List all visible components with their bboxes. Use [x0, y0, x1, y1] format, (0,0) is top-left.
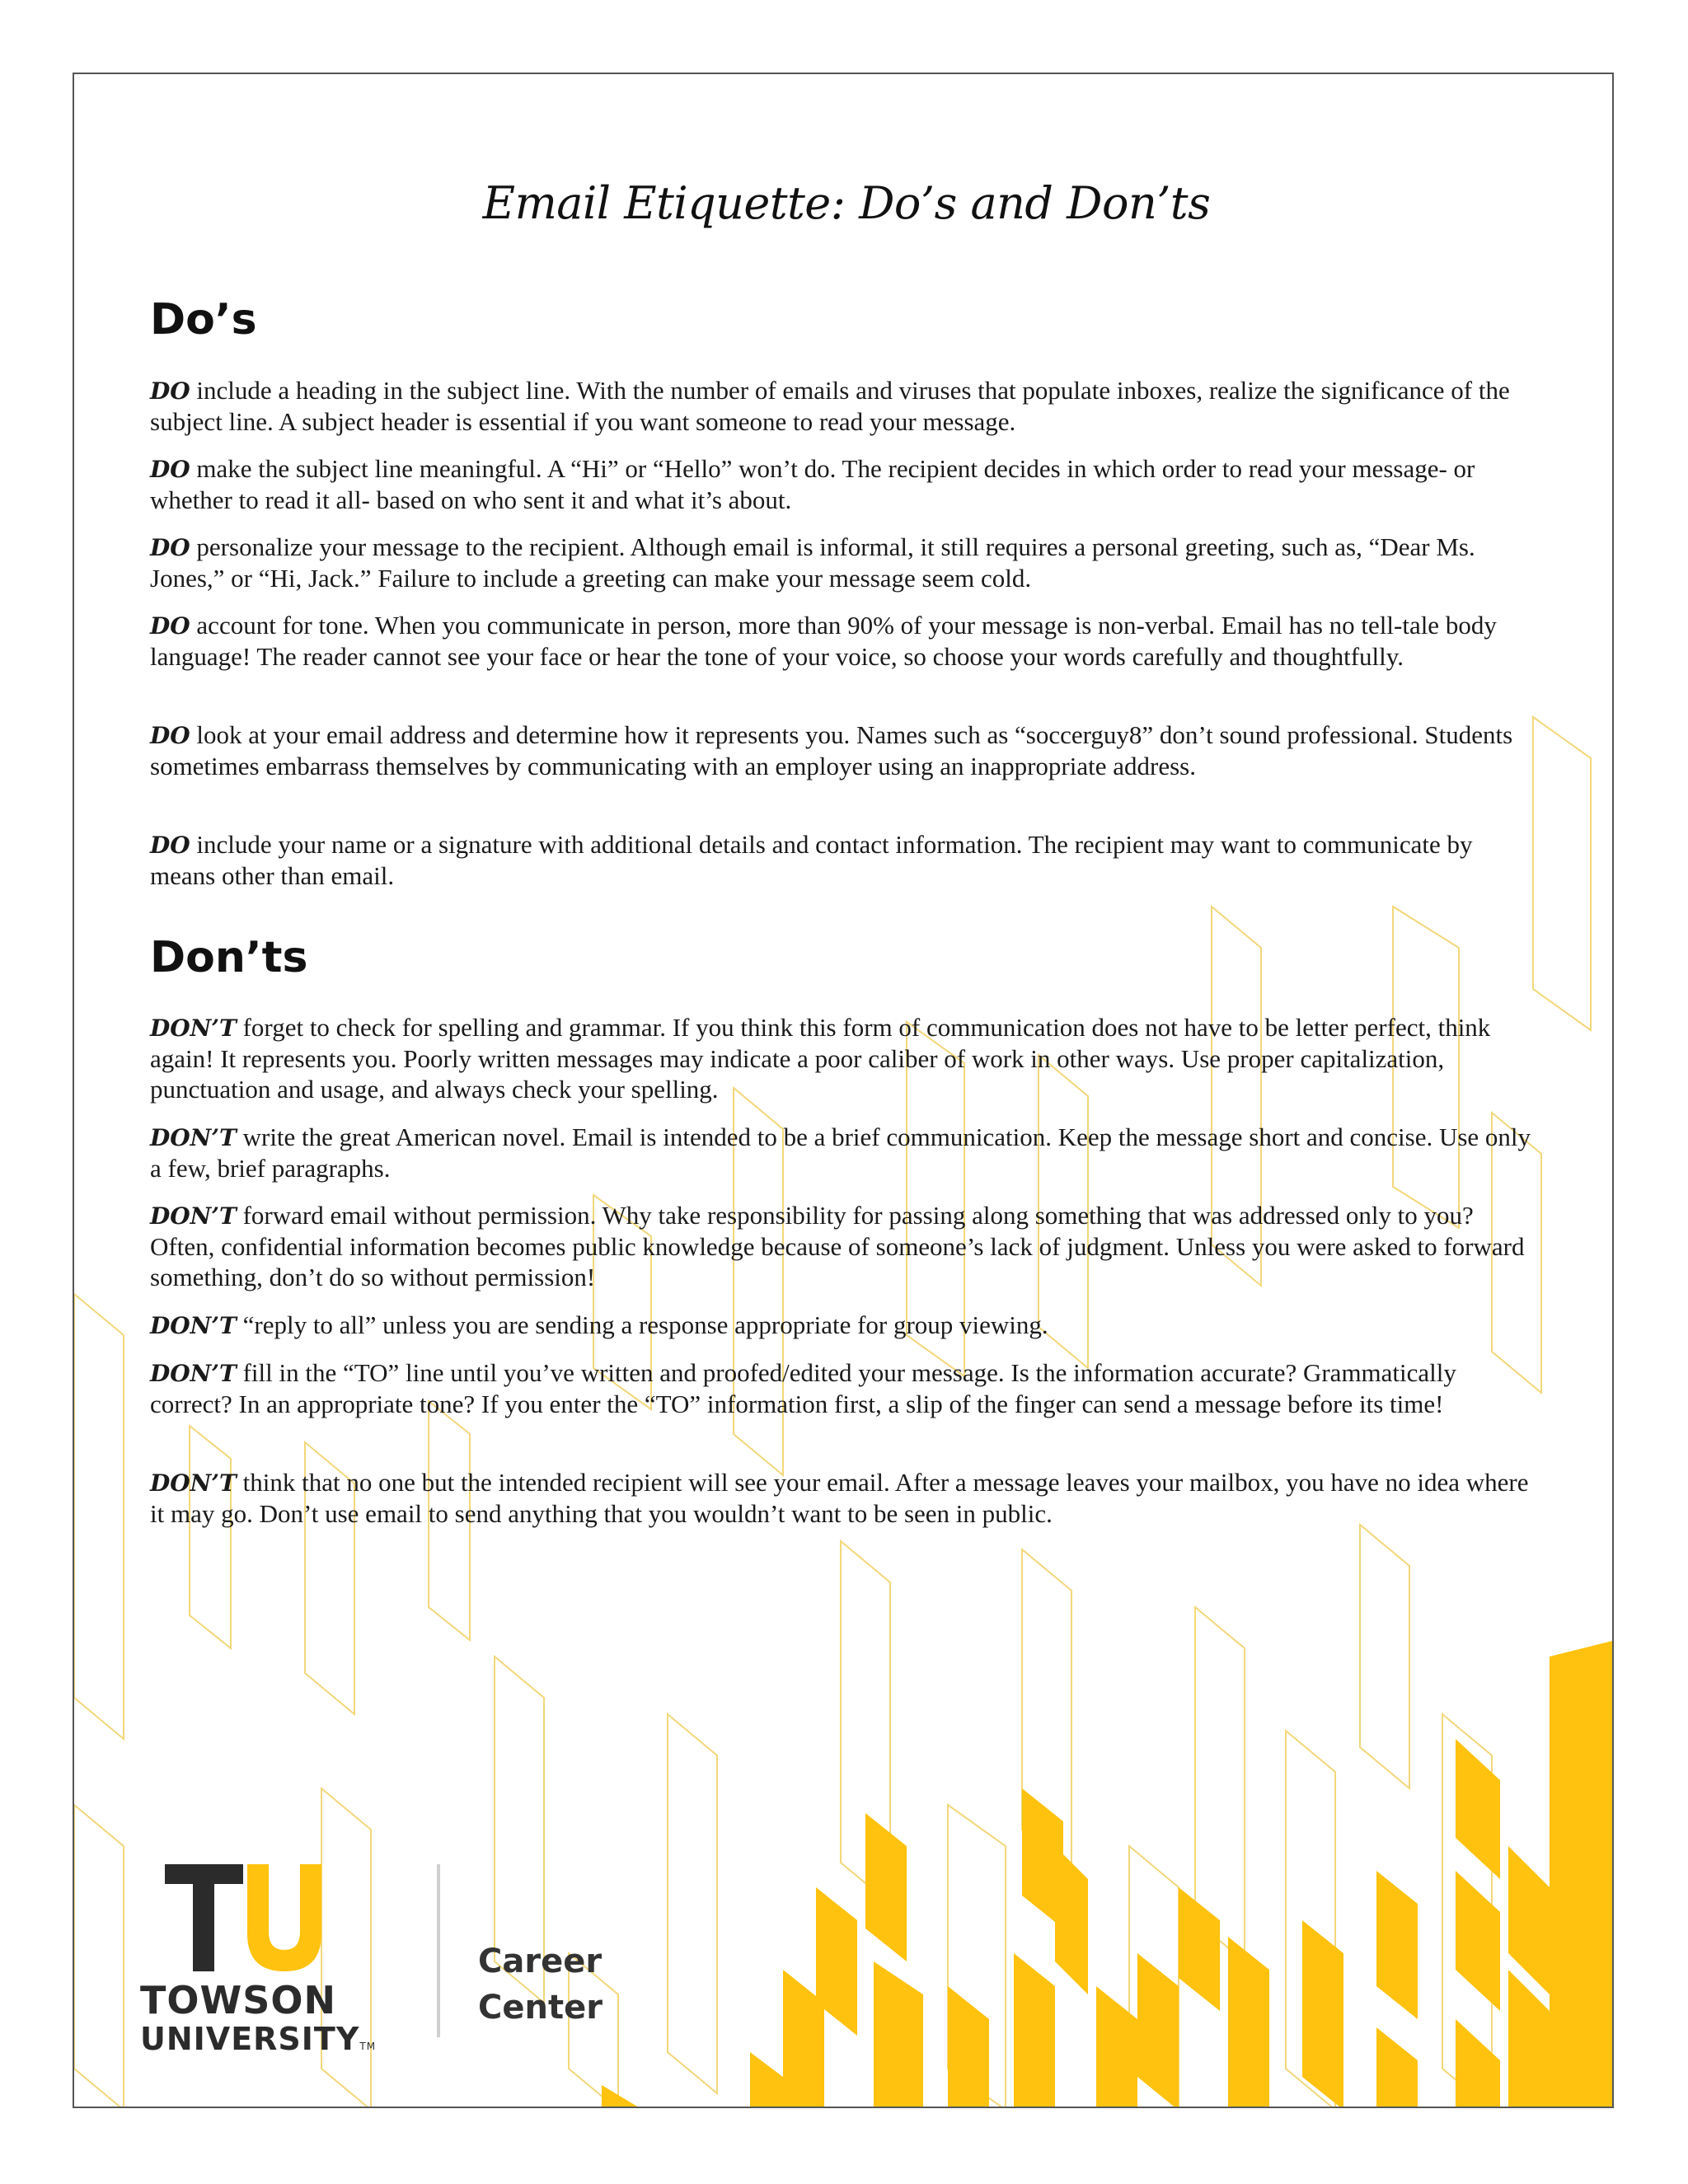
trademark-symbol: TM: [359, 2041, 377, 2052]
item-text: forward email without permission. Why take responsibility for passing along something that was addressed only to you? Often, confidential information becomes public knowledge because of someone’s lack of judgment. Unless you were asked to forward something, don’t do so without permission!: [150, 1201, 1525, 1291]
item-keyword: DON’T: [150, 1312, 237, 1339]
list-item: [150, 532, 1543, 593]
list-item: [150, 375, 1543, 437]
donts-heading: Don’ts: [150, 933, 308, 982]
item-text: make the subject line meaningful. A “Hi” or “Hello” won’t do. The recipient decides in which order to read your message- or whether to read it all- based on who sent it and what it’s about.: [150, 454, 1475, 514]
item-keyword: DO: [150, 722, 190, 749]
item-keyword: DO: [150, 612, 190, 640]
towson-logo: [140, 1864, 602, 2062]
item-keyword: DON’T: [150, 1124, 237, 1151]
list-item: [150, 1200, 1543, 1292]
logo-department: [478, 1938, 603, 2031]
item-keyword: DO: [150, 377, 190, 405]
logo-dept-line1: Career: [478, 1943, 603, 1980]
page-frame: [73, 73, 1614, 2108]
list-item: [150, 1310, 1543, 1341]
logo-dept-line2: Center: [478, 1989, 603, 2027]
item-keyword: DON’T: [150, 1469, 237, 1497]
dos-heading: Do’s: [150, 295, 257, 344]
item-keyword: DON’T: [150, 1015, 237, 1042]
item-keyword: DON’T: [150, 1202, 237, 1230]
item-text: account for tone. When you communicate in person, more than 90% of your message is non-verbal. Email has no tell-tale body language! The reader cannot see your face or hear the tone of your voice, so choose your words carefully and thoughtfully.: [150, 611, 1497, 671]
item-text: include a heading in the subject line. With the number of emails and viruses that populate inboxes, realize the significance of the subject line. A subject header is essential if you want someone to read your message.: [150, 376, 1510, 436]
item-keyword: DON’T: [150, 1360, 237, 1387]
item-text: think that no one but the intended recipient will see your email. After a message leaves your mailbox, you have no idea where it may go. Don’t use email to send anything that you wouldn’t want to be seen in public.: [150, 1468, 1529, 1528]
logo-university-word: UNIVERSITY: [140, 2021, 360, 2057]
item-text: write the great American novel. Email is intended to be a brief communication. Keep the message short and concise. Use only a few, brief paragraphs.: [150, 1122, 1531, 1183]
tu-logo-mark-icon: [165, 1864, 321, 1971]
logo-university-text: [140, 2021, 376, 2057]
logo-towson-text: TOWSON: [140, 1978, 336, 2022]
item-keyword: DO: [150, 832, 190, 859]
list-item: [150, 1357, 1543, 1419]
item-keyword: DO: [150, 534, 190, 561]
item-text: forget to check for spelling and grammar. If you think this form of communication does not have to be letter perfect, think again! It represents you. Poorly written messages may indicate a poor caliber of work in other ways. Use proper capitalization, punctuation and usage, and always check your spelling.: [150, 1013, 1491, 1104]
list-item: [150, 610, 1543, 672]
document-title: Email Etiquette: Do’s and Don’ts: [482, 177, 1211, 229]
list-item: [150, 829, 1543, 891]
item-text: include your name or a signature with additional details and contact information. The recipient may want to communicate by means other than email.: [150, 830, 1473, 890]
list-item: [150, 453, 1543, 515]
list-item: [150, 1122, 1543, 1183]
item-text: fill in the “TO” line until you’ve written and proofed/edited your message. Is the information accurate? Grammatically correct? In an appropriate tone? If you enter the “TO” information first, a slip of the finger can send a message before its time!: [150, 1358, 1456, 1418]
list-item: [150, 1467, 1543, 1529]
item-keyword: DO: [150, 456, 190, 483]
logo-divider: [437, 1864, 440, 2037]
item-text: “reply to all” unless you are sending a response appropriate for group viewing.: [236, 1310, 1048, 1339]
list-item: [150, 719, 1543, 781]
item-text: personalize your message to the recipient. Although email is informal, it still requires a personal greeting, such as, “Dear Ms. Jones,” or “Hi, Jack.” Failure to include a greeting can make your message seem cold.: [150, 532, 1475, 593]
item-text: look at your email address and determine how it represents you. Names such as “soccerguy8” don’t sound professional. Students sometimes embarrass themselves by communicating with an employer using an inappropriate address.: [150, 720, 1513, 780]
list-item: [150, 1012, 1543, 1104]
